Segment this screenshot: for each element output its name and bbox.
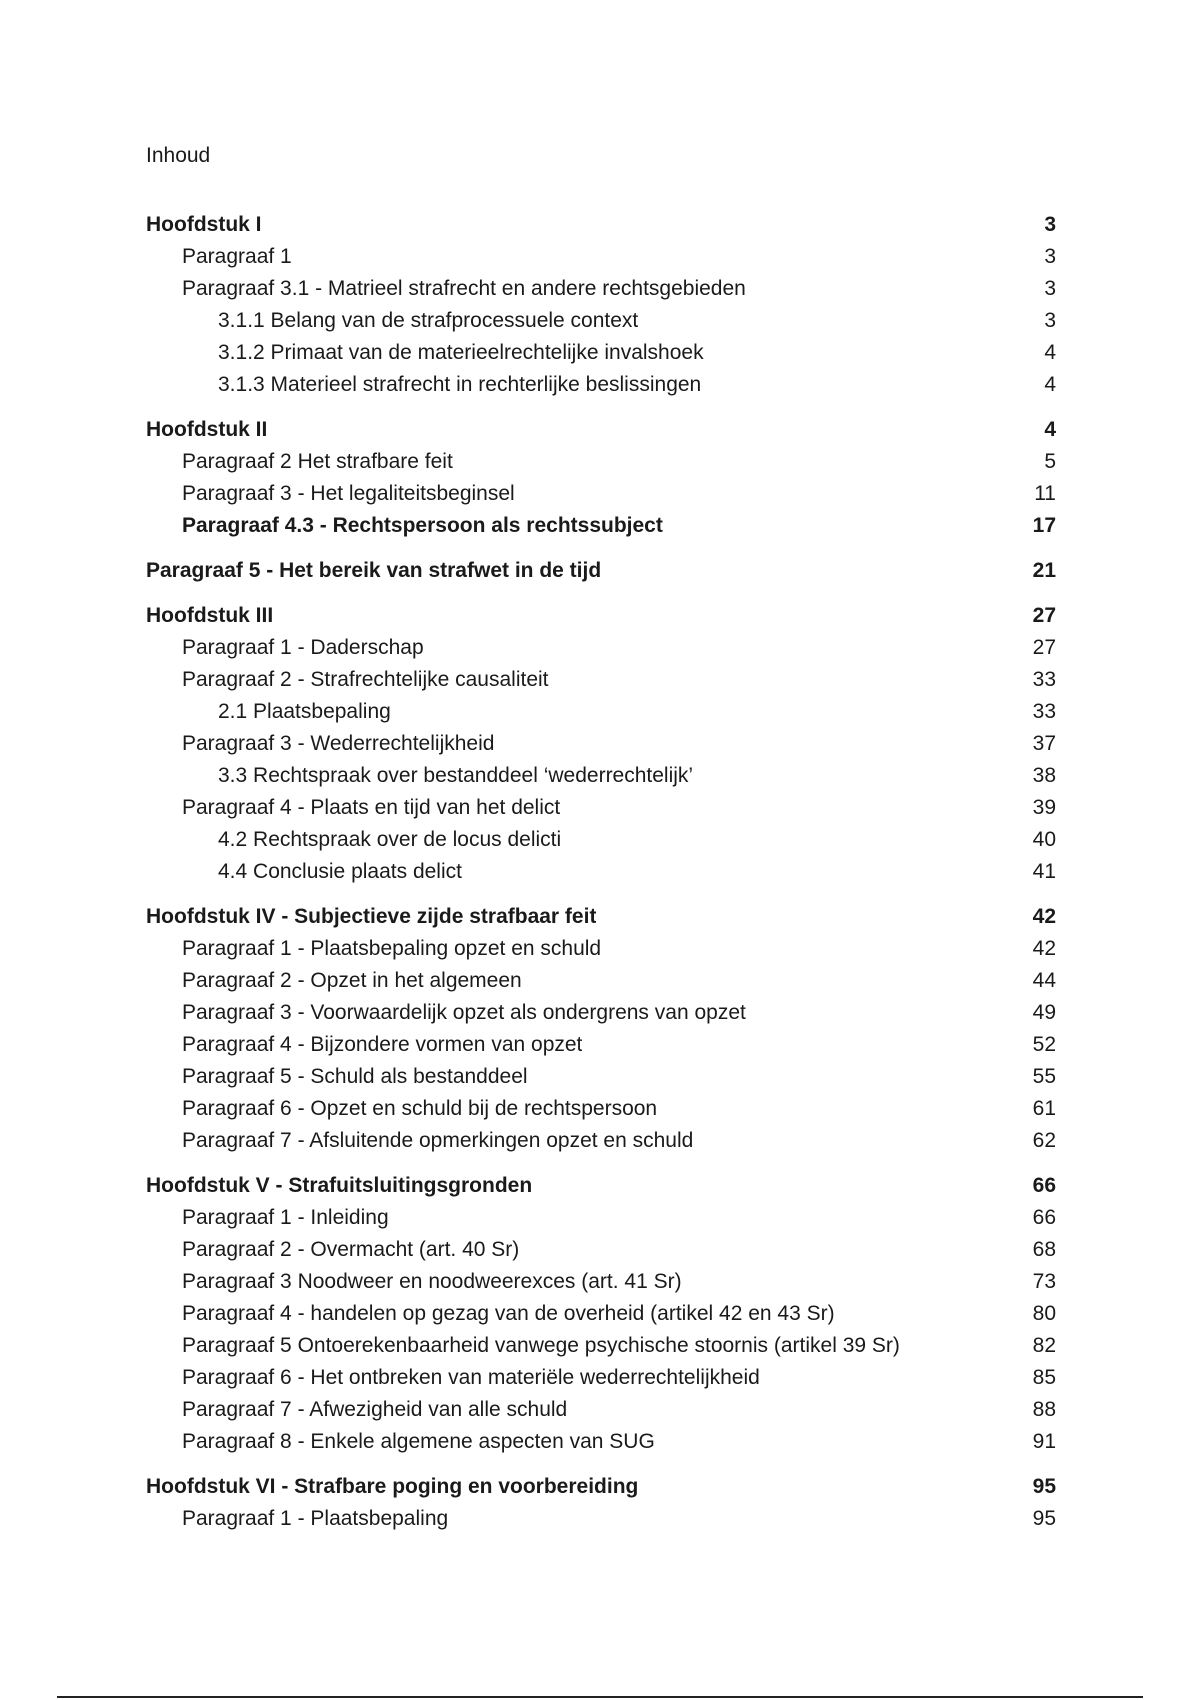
toc-entry-title: Paragraaf 6 - Opzet en schuld bij de rechtspersoon [182, 1097, 658, 1120]
toc-entry-title: Paragraaf 2 - Strafrechtelijke causaliteit [182, 668, 549, 691]
table-of-contents [146, 209, 1056, 1535]
toc-entry-title: Paragraaf 1 - Inleiding [182, 1206, 389, 1229]
toc-entry-page-number: 41 [1032, 860, 1056, 883]
toc-entry[interactable] [146, 1471, 1056, 1503]
toc-entry[interactable] [146, 901, 1056, 933]
toc-entry-title: 3.1.2 Primaat van de materieelrechtelijke invalshoek [218, 341, 704, 364]
toc-entry-page-number: 88 [1032, 1398, 1056, 1421]
toc-entry[interactable] [146, 1426, 1056, 1458]
toc-entry-title: 2.1 Plaatsbepaling [218, 700, 391, 723]
toc-entry[interactable] [146, 510, 1056, 542]
toc-entry[interactable] [146, 369, 1056, 401]
toc-entry-title: Paragraaf 5 Ontoerekenbaarheid vanwege psychische stoornis (artikel 39 Sr) [182, 1334, 900, 1357]
toc-entry[interactable] [146, 600, 1056, 632]
toc-entry-page-number: 66 [1032, 1174, 1056, 1197]
toc-entry[interactable] [146, 1330, 1056, 1362]
toc-entry-title: Paragraaf 2 Het strafbare feit [182, 450, 453, 473]
toc-entry-page-number: 42 [1032, 937, 1056, 960]
toc-entry-title: Hoofdstuk I [146, 213, 262, 236]
toc-entry[interactable] [146, 305, 1056, 337]
toc-entry[interactable] [146, 1298, 1056, 1330]
toc-entry-page-number: 49 [1032, 1001, 1056, 1024]
toc-entry-title: Paragraaf 3 - Het legaliteitsbeginsel [182, 482, 515, 505]
toc-entry-page-number: 17 [1032, 514, 1056, 537]
toc-entry[interactable] [146, 446, 1056, 478]
toc-entry-title: Paragraaf 3.1 - Matrieel strafrecht en andere rechtsgebieden [182, 277, 746, 300]
toc-entry-title: Paragraaf 4 - handelen op gezag van de overheid (artikel 42 en 43 Sr) [182, 1302, 835, 1325]
toc-entry-page-number: 33 [1032, 700, 1056, 723]
toc-entry[interactable] [146, 965, 1056, 997]
toc-entry-title: Paragraaf 8 - Enkele algemene aspecten van SUG [182, 1430, 655, 1453]
toc-entry[interactable] [146, 414, 1056, 446]
toc-entry-title: 3.1.1 Belang van de strafprocessuele context [218, 309, 639, 332]
toc-entry-page-number: 82 [1032, 1334, 1056, 1357]
toc-entry-page-number: 37 [1032, 732, 1056, 755]
toc-entry[interactable] [146, 555, 1056, 587]
toc-entry[interactable] [146, 1266, 1056, 1298]
toc-entry-page-number: 85 [1032, 1366, 1056, 1389]
toc-entry-title: Paragraaf 7 - Afwezigheid van alle schuld [182, 1398, 568, 1421]
toc-entry-page-number: 39 [1032, 796, 1056, 819]
toc-entry[interactable] [146, 933, 1056, 965]
toc-entry[interactable] [146, 1394, 1056, 1426]
toc-entry-title: Paragraaf 1 - Plaatsbepaling opzet en schuld [182, 937, 602, 960]
toc-entry-page-number: 33 [1032, 668, 1056, 691]
toc-entry-page-number: 80 [1032, 1302, 1056, 1325]
page-title: Inhoud [146, 144, 211, 167]
toc-entry-title: Hoofdstuk III [146, 604, 274, 627]
toc-entry-page-number: 5 [1044, 450, 1056, 473]
toc-entry-title: Hoofdstuk V - Strafuitsluitingsgronden [146, 1174, 533, 1197]
toc-entry-title: Paragraaf 6 - Het ontbreken van materiële wederrechtelijkheid [182, 1366, 760, 1389]
toc-entry-title: Paragraaf 4.3 - Rechtspersoon als rechtssubject [182, 514, 663, 537]
toc-entry-title: 4.4 Conclusie plaats delict [218, 860, 462, 883]
toc-entry-page-number: 95 [1032, 1507, 1056, 1530]
toc-entry-page-number: 52 [1032, 1033, 1056, 1056]
toc-entry-page-number: 38 [1032, 764, 1056, 787]
toc-entry-page-number: 40 [1032, 828, 1056, 851]
toc-entry-title: Paragraaf 2 - Opzet in het algemeen [182, 969, 522, 992]
toc-entry-page-number: 55 [1032, 1065, 1056, 1088]
toc-entry[interactable] [146, 792, 1056, 824]
toc-entry[interactable] [146, 1362, 1056, 1394]
toc-entry-page-number: 73 [1032, 1270, 1056, 1293]
toc-entry[interactable] [146, 1503, 1056, 1535]
toc-entry-title: Hoofdstuk II [146, 418, 268, 441]
toc-entry-title: Paragraaf 1 [182, 245, 292, 268]
toc-entry-title: Paragraaf 5 - Het bereik van strafwet in de tijd [146, 559, 602, 582]
toc-entry-page-number: 11 [1034, 482, 1056, 505]
toc-entry[interactable] [146, 728, 1056, 760]
toc-entry-title: Paragraaf 1 - Plaatsbepaling [182, 1507, 449, 1530]
toc-entry-title: Paragraaf 1 - Daderschap [182, 636, 424, 659]
toc-entry-page-number: 3 [1044, 213, 1056, 236]
toc-entry-page-number: 21 [1032, 559, 1056, 582]
toc-entry-page-number: 27 [1032, 604, 1056, 627]
toc-entry-page-number: 4 [1044, 341, 1056, 364]
toc-entry-title: Paragraaf 3 Noodweer en noodweerexces (art. 41 Sr) [182, 1270, 682, 1293]
toc-entry[interactable] [146, 1202, 1056, 1234]
toc-entry-title: 3.3 Rechtspraak over bestanddeel ‘wederrechtelijk’ [218, 764, 694, 787]
toc-entry-title: Paragraaf 2 - Overmacht (art. 40 Sr) [182, 1238, 520, 1261]
toc-entry-title: Paragraaf 7 - Afsluitende opmerkingen opzet en schuld [182, 1129, 694, 1152]
toc-entry-title: Paragraaf 3 - Voorwaardelijk opzet als ondergrens van opzet [182, 1001, 746, 1024]
toc-entry[interactable] [146, 997, 1056, 1029]
toc-entry[interactable] [146, 209, 1056, 241]
toc-entry-title: Paragraaf 4 - Plaats en tijd van het delict [182, 796, 561, 819]
toc-entry-page-number: 66 [1032, 1206, 1056, 1229]
toc-entry[interactable] [146, 664, 1056, 696]
toc-entry-page-number: 44 [1032, 969, 1056, 992]
toc-entry[interactable] [146, 1125, 1056, 1157]
toc-entry-title: Hoofdstuk VI - Strafbare poging en voorbereiding [146, 1475, 639, 1498]
toc-entry-page-number: 91 [1032, 1430, 1056, 1453]
toc-entry-page-number: 95 [1032, 1475, 1056, 1498]
toc-entry[interactable] [146, 1093, 1056, 1125]
toc-entry[interactable] [146, 1061, 1056, 1093]
toc-entry[interactable] [146, 478, 1056, 510]
toc-entry-title: Paragraaf 5 - Schuld als bestanddeel [182, 1065, 528, 1088]
toc-entry-page-number: 4 [1044, 373, 1056, 396]
toc-entry[interactable] [146, 273, 1056, 305]
toc-entry-page-number: 62 [1032, 1129, 1056, 1152]
toc-entry[interactable] [146, 337, 1056, 369]
toc-entry[interactable] [146, 760, 1056, 792]
toc-entry[interactable] [146, 1029, 1056, 1061]
toc-entry-title: Paragraaf 3 - Wederrechtelijkheid [182, 732, 495, 755]
toc-entry-title: Hoofdstuk IV - Subjectieve zijde strafbaar feit [146, 905, 597, 928]
toc-entry[interactable] [146, 696, 1056, 728]
toc-entry-title: 4.2 Rechtspraak over de locus delicti [218, 828, 562, 851]
toc-entry-page-number: 3 [1044, 245, 1056, 268]
toc-entry-page-number: 68 [1032, 1238, 1056, 1261]
toc-entry-page-number: 3 [1044, 277, 1056, 300]
toc-entry[interactable] [146, 1170, 1056, 1202]
toc-entry[interactable] [146, 241, 1056, 273]
toc-entry-title: Paragraaf 4 - Bijzondere vormen van opzet [182, 1033, 583, 1056]
toc-entry-page-number: 61 [1032, 1097, 1056, 1120]
toc-entry-page-number: 42 [1032, 905, 1056, 928]
toc-entry-title: 3.1.3 Materieel strafrecht in rechterlijke beslissingen [218, 373, 702, 396]
toc-entry[interactable] [146, 856, 1056, 888]
toc-entry[interactable] [146, 632, 1056, 664]
footer-divider [57, 1696, 1143, 1698]
toc-entry[interactable] [146, 824, 1056, 856]
toc-entry[interactable] [146, 1234, 1056, 1266]
toc-entry-page-number: 27 [1032, 636, 1056, 659]
toc-entry-page-number: 3 [1044, 309, 1056, 332]
toc-entry-page-number: 4 [1044, 418, 1056, 441]
